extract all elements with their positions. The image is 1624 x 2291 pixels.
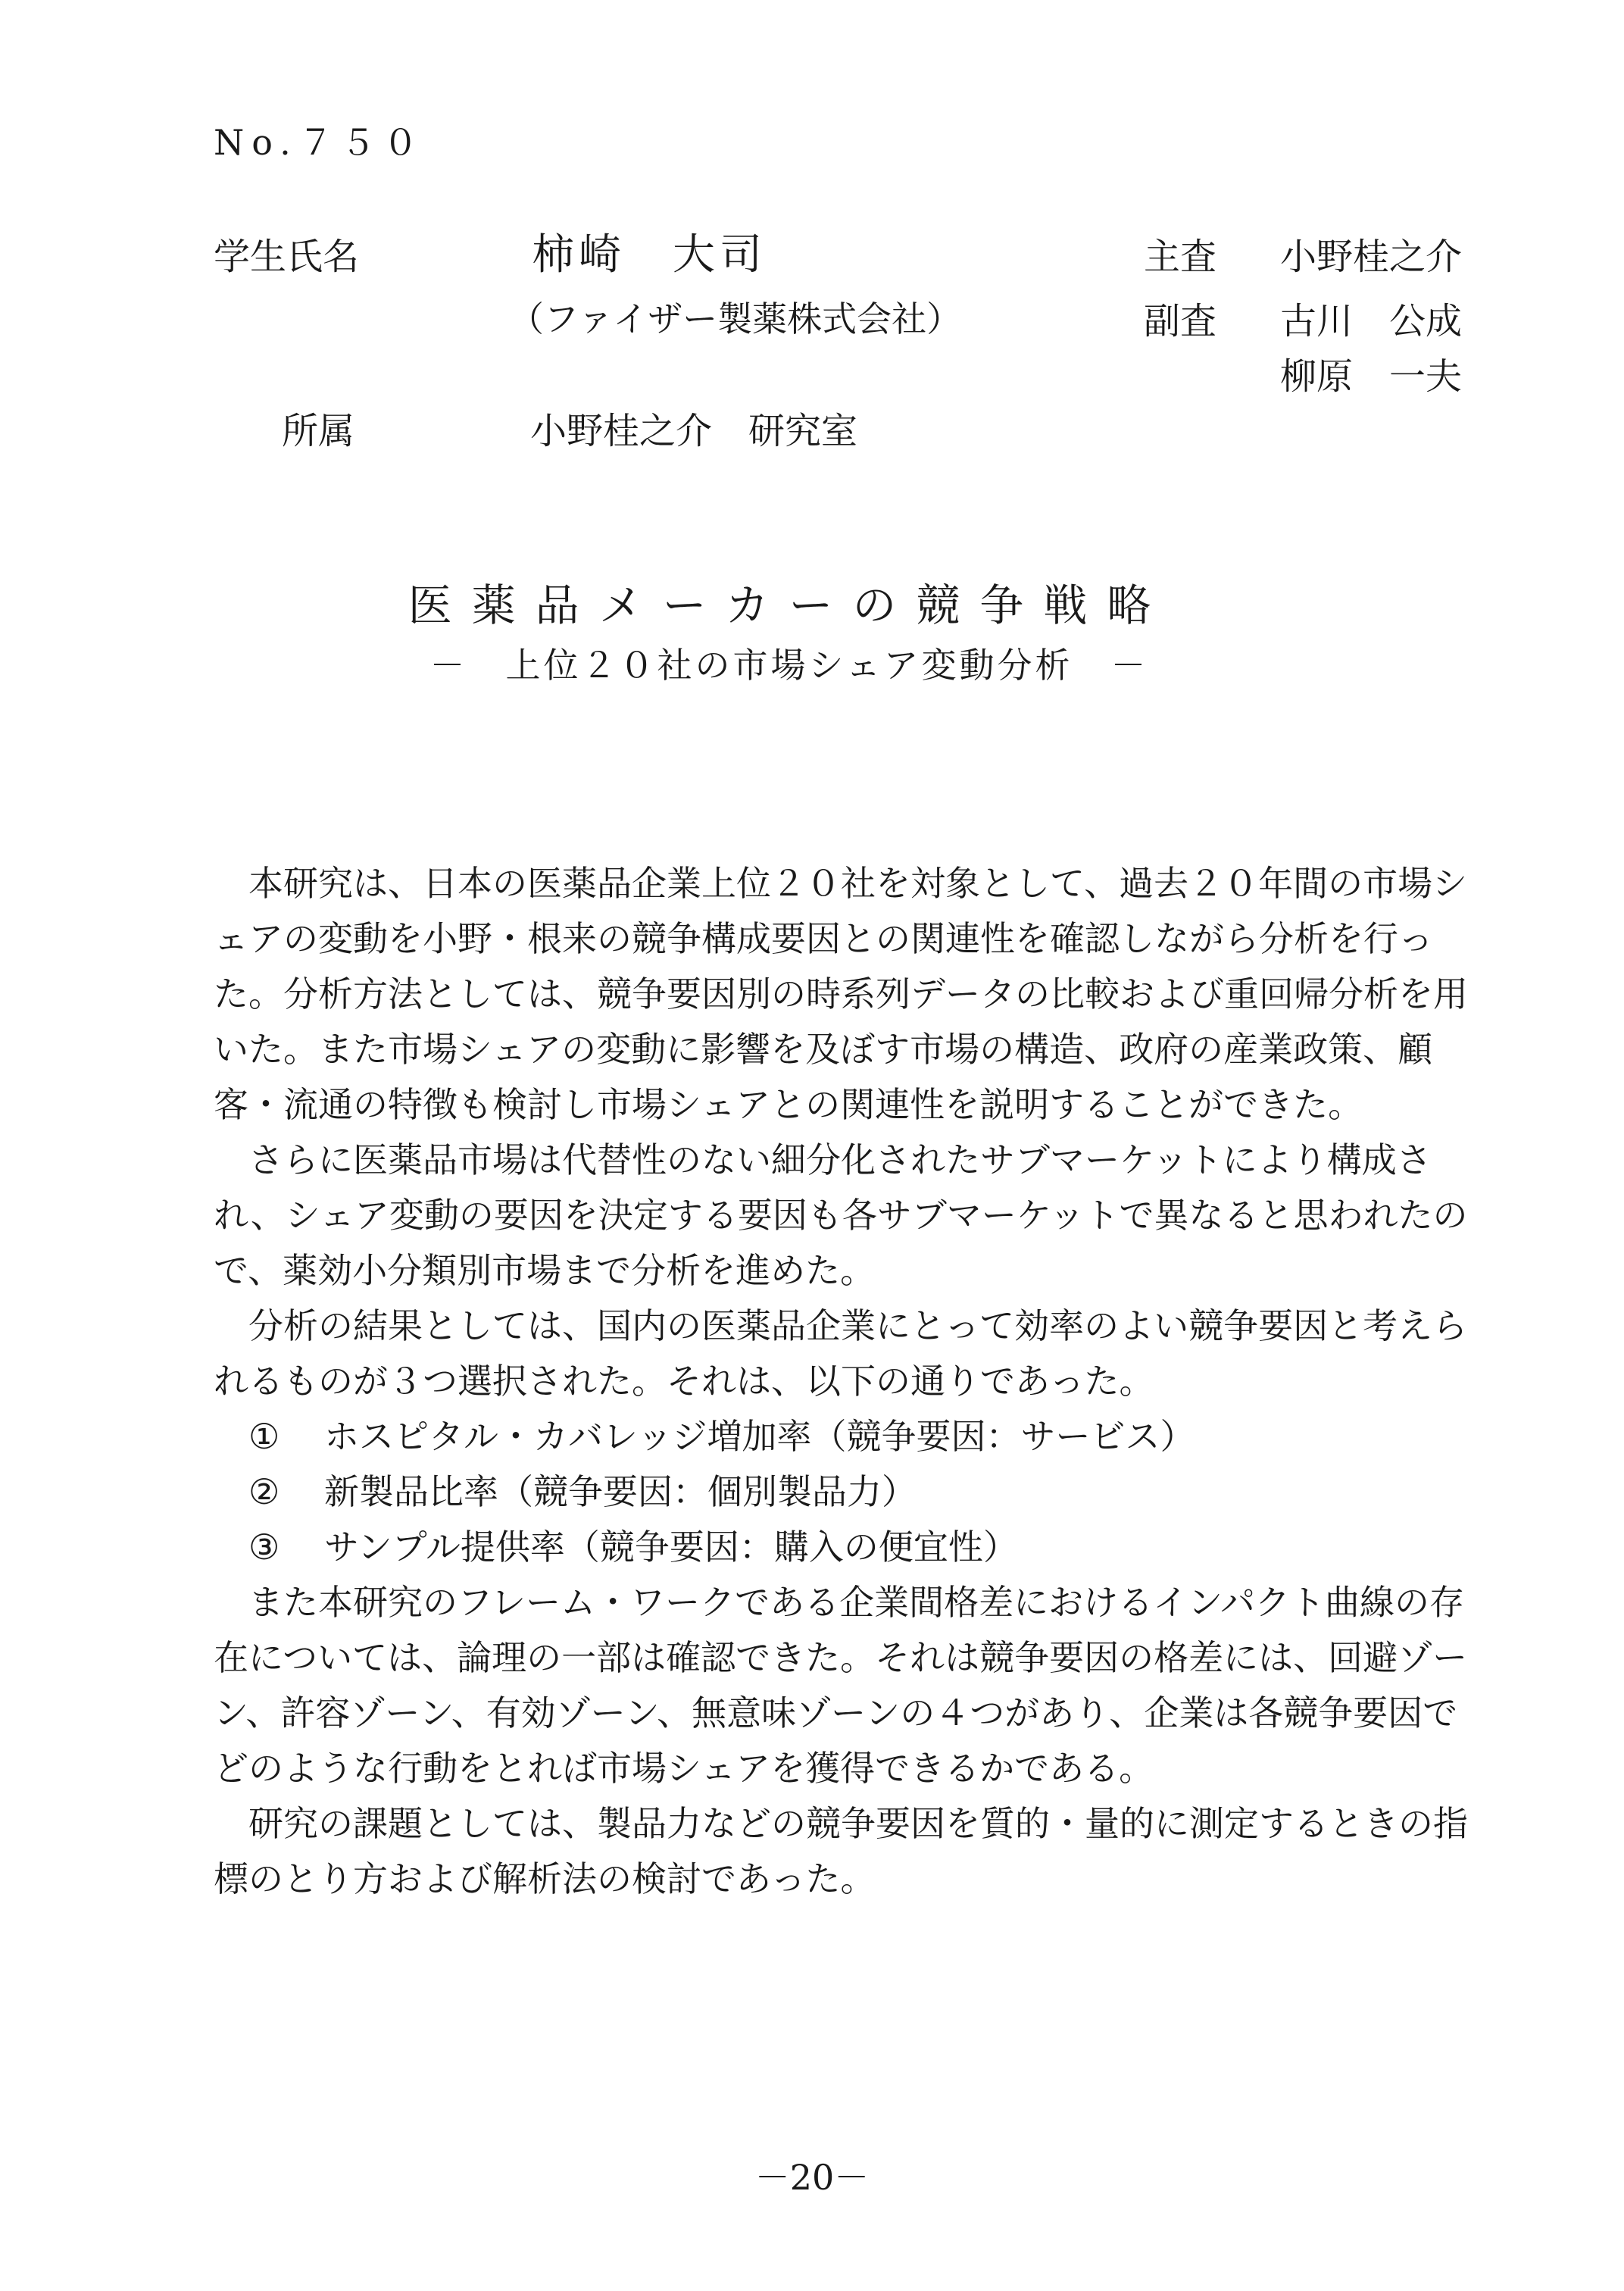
chief-examiner-name: 小野桂之介 xyxy=(1280,236,1463,278)
list-marker: ① xyxy=(248,1416,280,1457)
document-title xyxy=(0,570,1624,633)
list-item xyxy=(214,1464,1486,1520)
paragraph-1: 本研究は、日本の医薬品企業上位２０社を対象として、過去２０年間の市場シェアの変動を小野・根来の競争構成要因との関連性を確認しながら分析を行った。分析方法としては、競争要因別の時系列データの比較および重回帰分析を用いた。また市場シェアの変動に影響を及ぼす市場の構造、政府の産業政策、顧客・流通の特徴も検討し市場シェアとの関連性を説明することができた。 xyxy=(214,863,1468,1125)
list-item-text: ホスピタル・カバレッジ増加率（競争要因：サービス） xyxy=(324,1416,1195,1457)
page-number: －20－ xyxy=(754,2157,870,2198)
paragraph-2: さらに医薬品市場は代替性のない細分化されたサブマーケットにより構成され、シェア変動の要因を決定する要因も各サブマーケットで異なると思われたので、薬効小分類別市場まで分析を進めた。 xyxy=(214,1139,1468,1291)
affiliation-label: 所属 xyxy=(282,410,355,452)
student-name-label: 学生氏名 xyxy=(214,236,360,278)
student-name: 柿崎 大司 xyxy=(532,230,767,280)
list-marker: ② xyxy=(248,1471,280,1512)
list-item-text: 新製品比率（競争要因：個別製品力） xyxy=(324,1471,917,1512)
abstract-body xyxy=(214,856,1486,1907)
document-subtitle-text: － 上位２０社の市場シェア変動分析 － xyxy=(429,645,1149,686)
chief-examiner-label: 主査 xyxy=(1144,236,1217,278)
paragraph-3: 分析の結果としては、国内の医薬品企業にとって効率のよい競争要因と考えられるものが３つ選択された。それは、以下の通りであった。 xyxy=(214,1305,1468,1402)
sub-examiner-name-1: 古川 公成 xyxy=(1280,300,1463,342)
list-item xyxy=(214,1520,1486,1575)
student-company: （ファイザー製薬株式会社） xyxy=(509,298,962,339)
list-marker: ③ xyxy=(248,1527,280,1567)
document-number: No.７５０ xyxy=(214,122,426,163)
affiliation-value: 小野桂之介 研究室 xyxy=(530,410,858,452)
list-item xyxy=(214,1409,1486,1464)
paragraph-4: また本研究のフレーム・ワークである企業間格差におけるインパクト曲線の存在については、論理の一部は確認できた。それは競争要因の格差には、回避ゾーン、許容ゾーン、有効ゾーン、無意味ゾーンの４つがあり、企業は各競争要因でどのような行動をとれば市場シェアを獲得できるかである。 xyxy=(214,1582,1468,1789)
sub-examiner-name-2: 柳原 一夫 xyxy=(1280,355,1463,398)
document-title-text: 医薬品メーカーの競争戦略 xyxy=(408,580,1171,631)
document-subtitle xyxy=(0,638,1624,688)
sub-examiner-label: 副査 xyxy=(1144,300,1217,342)
list-item-text: サンプル提供率（競争要因：購入の便宜性） xyxy=(324,1527,1018,1567)
paragraph-5: 研究の課題としては、製品力などの競争要因を質的・量的に測定するときの指標のとり方および解析法の検討であった。 xyxy=(214,1803,1468,1899)
